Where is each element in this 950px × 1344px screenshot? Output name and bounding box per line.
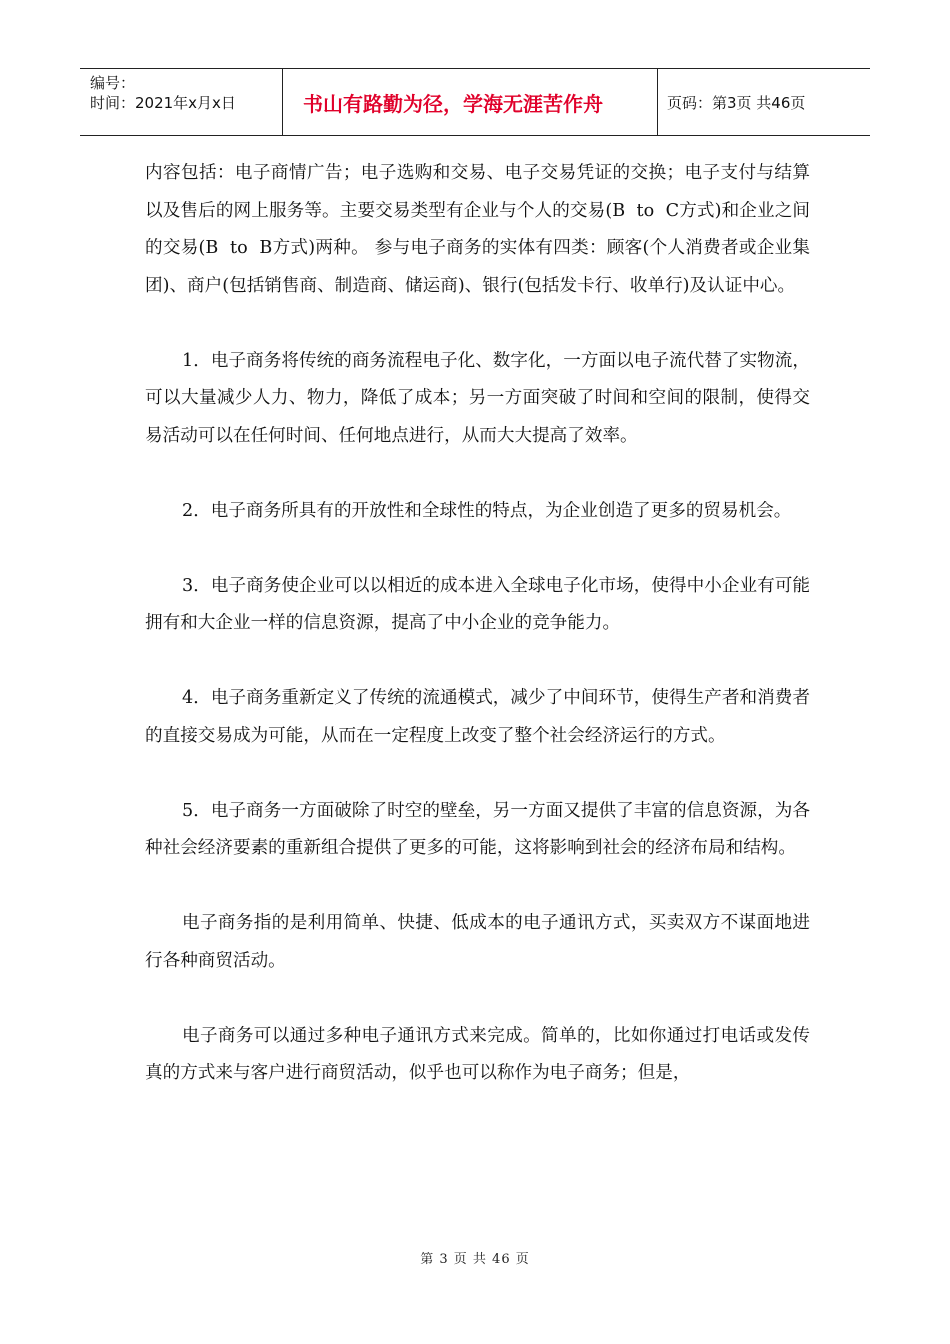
motto-text: 书山有路勤为径，学海无涯苦作舟	[303, 91, 603, 116]
paragraph-definition: 电子商务指的是利用简单、快捷、低成本的电子通讯方式，买卖双方不谋面地进行各种商贸活动。	[145, 913, 810, 971]
document-body	[145, 155, 810, 1093]
page-footer: 第 3 页 共 46 页	[420, 1252, 530, 1267]
header-motto-cell	[283, 69, 658, 135]
page-info: 页码：第3页 共46页	[667, 93, 806, 112]
paragraph-gap	[145, 980, 810, 1018]
paragraph-gap	[145, 530, 810, 568]
paragraph-point-1: 1．电子商务将传统的商务流程电子化、数字化，一方面以电子流代替了实物流，可以大量减少人力、物力，降低了成本；另一方面突破了时间和空间的限制，使得交易活动可以在任何时间、任何地点进行，从而大大提高了效率。	[145, 350, 810, 446]
header-page-cell	[658, 69, 870, 135]
paragraph-point-2: 2．电子商务所具有的开放性和全球性的特点，为企业创造了更多的贸易机会。	[182, 500, 792, 521]
paragraph-point-4: 4．电子商务重新定义了传统的流通模式，减少了中间环节，使得生产者和消费者的直接交易成为可能，从而在一定程度上改变了整个社会经济运行的方式。	[145, 688, 810, 746]
paragraph-intro: 内容包括：电子商情广告；电子选购和交易、电子交易凭证的交换；电子支付与结算以及售后的网上服务等。主要交易类型有企业与个人的交易(B to C方式)和企业之间的交易(B to B方式)两种。 参与电子商务的实体有四类：顾客(个人消费者或企业集团)、商户(包括销售商、制造商、储运商)、银行(包括发卡行、收单行)及认证中心。	[145, 163, 810, 296]
paragraph-point-5: 5．电子商务一方面破除了时空的壁垒，另一方面又提供了丰富的信息资源，为各种社会经济要素的重新组合提供了更多的可能，这将影响到社会的经济布局和结构。	[145, 800, 810, 858]
header-meta-cell	[80, 69, 283, 135]
time-label: 时间：2021年x月x日	[90, 94, 236, 112]
number-label: 编号：	[90, 74, 136, 92]
paragraph-gap	[145, 755, 810, 793]
paragraph-point-3: 3．电子商务使企业可以以相近的成本进入全球电子化市场，使得中小企业有可能拥有和大企业一样的信息资源，提高了中小企业的竞争能力。	[145, 575, 810, 633]
paragraph-methods: 电子商务可以通过多种电子通讯方式来完成。简单的，比如你通过打电话或发传真的方式来与客户进行商贸活动，似乎也可以称作为电子商务；但是，	[145, 1025, 810, 1083]
paragraph-gap	[145, 868, 810, 906]
paragraph-gap	[145, 643, 810, 681]
paragraph-gap	[145, 455, 810, 493]
header-table	[80, 68, 870, 136]
paragraph-gap	[145, 305, 810, 343]
